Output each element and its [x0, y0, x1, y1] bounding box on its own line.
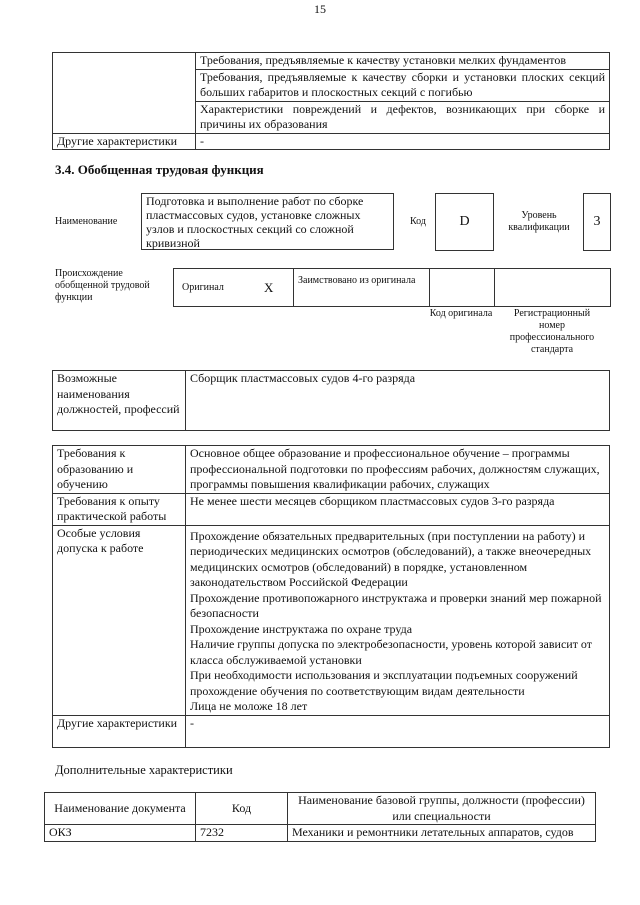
column-header: Наименование базовой группы, должности (профессии) или специальности: [288, 793, 596, 825]
section-title: 3.4. Обобщенная трудовая функция: [55, 162, 264, 177]
condition-item: Прохождение противопожарного инструктажа и проверки знаний мер пожарной безопасности: [190, 590, 602, 620]
condition-item: При необходимости использования и эксплуатации подъемных сооружений прохождение обучения по соответствующим видам деятельности: [190, 668, 578, 698]
table-cell: ОКЗ: [45, 825, 196, 842]
positions-table: [52, 370, 610, 431]
additional-title: Дополнительные характеристики: [55, 763, 233, 777]
top-table: [52, 52, 610, 150]
requirements-table: [52, 445, 610, 748]
origin-box: [173, 268, 611, 307]
name-label: Наименование: [55, 216, 118, 227]
code-original-caption: Код оригинала: [429, 308, 493, 319]
additional-table: [44, 792, 596, 842]
origin-label: Происхождение обобщенной трудовой функции: [55, 268, 150, 303]
condition-item: Прохождение обязательных предварительных (при поступлении на работу) и периодических медицинских осмотров (обследований), а также внеочередных медицинских осмотров (обследований) в порядке, установленном законодательством Российской Федерации: [190, 528, 592, 589]
table-cell: Характеристики повреждений и дефектов, возникающих при сборке и причины их образования: [196, 101, 610, 133]
code-label: Код: [410, 216, 426, 227]
name-value: Подготовка и выполнение работ по сборке пластмассовых судов, установке сложных узлов и плоскостных секций со сложной кривизной: [141, 193, 394, 250]
row-label: Требования к образованию и обучению: [53, 446, 186, 494]
level-value: 3: [583, 193, 611, 251]
page-number: 15: [314, 2, 326, 16]
table-cell: 7232: [196, 825, 288, 842]
table-cell: Требования, предъявляемые к качеству установки мелких фундаментов: [196, 53, 610, 70]
table-cell: Механики и ремонтники летательных аппаратов, судов: [288, 825, 596, 842]
table-cell: Основное общее образование и профессиональное обучение – программы профессиональной подготовки по профессиям рабочих, должностям служащих, программы повышения квалификации рабочих, служащих: [186, 446, 610, 494]
level-label: Уровень квалификации: [508, 210, 570, 233]
table-cell: -: [186, 715, 610, 747]
column-header: Код: [196, 793, 288, 825]
original-mark: X: [264, 280, 274, 295]
table-cell: -: [196, 133, 610, 150]
reg-number-caption: Регистрационный номер профессионального стандарта: [509, 308, 595, 355]
table-cell: [186, 525, 610, 715]
original-label: Оригинал: [182, 282, 224, 293]
condition-item: Лица не моложе 18 лет: [190, 699, 308, 713]
table-cell: Не менее шести месяцев сборщиком пластмассовых судов 3-го разряда: [186, 493, 610, 525]
row-label: Другие характеристики: [53, 715, 186, 747]
borrowed-label: Заимствовано из оригинала: [298, 275, 416, 286]
condition-item: Прохождение инструктажа по охране труда: [190, 621, 413, 636]
table-cell: Требования, предъявляемые к качеству сборки и установки плоских секций больших габаритов и плоскостных секций с погибью: [196, 69, 610, 101]
row-label: Требования к опыту практической работы: [53, 493, 186, 525]
code-value: D: [435, 193, 494, 251]
row-label: Особые условия допуска к работе: [53, 525, 186, 715]
table-cell: Сборщик пластмассовых судов 4-го разряда: [186, 371, 610, 431]
column-header: Наименование документа: [45, 793, 196, 825]
row-label: Возможные наименования должностей, профессий: [53, 371, 186, 431]
row-label: Другие характеристики: [53, 133, 196, 150]
condition-item: Наличие группы допуска по электробезопасности, уровень которой зависит от класса обслуживаемой установки: [190, 637, 593, 667]
